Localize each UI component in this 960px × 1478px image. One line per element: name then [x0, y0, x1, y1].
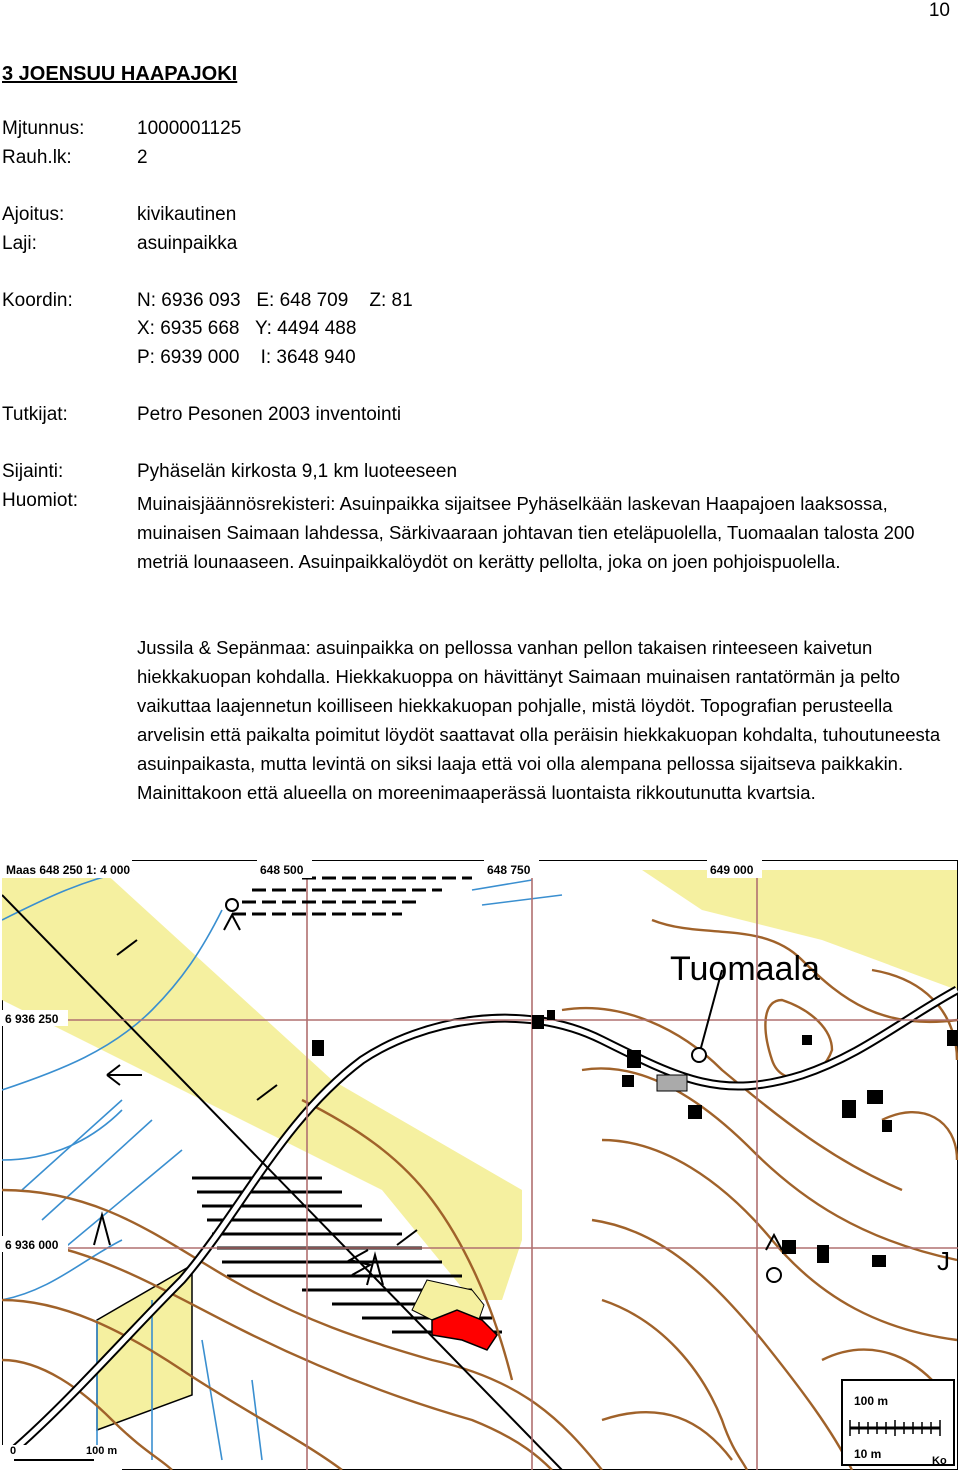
koordin-line1: N: 6936 093 E: 648 709 Z: 81 [137, 290, 413, 311]
rauhlk-label: Rauh.lk: [2, 147, 72, 168]
scale-bottom-left-100: 100 m [86, 1445, 118, 1457]
huomiot-paragraph-2: Jussila & Sepänmaa: asuinpaikka on pellossa vanhan pellon takaisen rinteeseen kaivetun hiekkakuopan kohdalla. Hiekkakuoppa on hävittänyt Saimaan muinaisen rantatörmän ja pelto vaikuttaa laajennetun koilliseen hiekkakuopan pohjalle, mistä löydöt. Topografian perusteella arvelisin että paikalta poimitut löydöt saattavat olla peräisin hiekkakuopan kohdalta, tuhoutuneesta asuinpaikasta, mutta levintä on siksi laaja että voi olla alempana pellossa sijaitseva paikkakin. Mainittakoon että alueella on moreenimaaperässä luontaista rikkoutunutta kvartsia. [137, 637, 941, 803]
koordin-line2: X: 6935 668 Y: 4494 488 [137, 318, 357, 339]
n-label-1: 6 936 250 [5, 1012, 59, 1026]
scale-bottom-left-0: 0 [10, 1445, 17, 1457]
e-label-1: 648 500 [260, 863, 304, 877]
laji-label: Laji: [2, 233, 37, 254]
n-label-2: 6 936 000 [5, 1238, 59, 1252]
corner-text: Ko [932, 1455, 947, 1467]
koordin-label: Koordin: [2, 290, 73, 311]
tutkijat-label: Tutkijat: [2, 404, 68, 425]
ajoitus-value: kivikautinen [137, 204, 237, 225]
scale-bar-large-label: 100 m [854, 1394, 889, 1408]
page-title: 3 JOENSUU HAAPAJOKI [2, 63, 238, 85]
scale-top-label: Maas 648 250 1: 4 000 [6, 863, 131, 877]
koordin-line3: P: 6939 000 I: 3648 940 [137, 347, 356, 368]
scale-bar-small-label: 10 m [854, 1447, 882, 1461]
tutkijat-value: Petro Pesonen 2003 inventointi [137, 404, 402, 425]
place-name-label: Tuomaala [670, 950, 820, 988]
site-map [2, 860, 958, 1470]
e-label-2: 648 750 [487, 863, 531, 877]
ajoitus-label: Ajoitus: [2, 204, 65, 225]
page-number: 10 [928, 0, 950, 21]
huomiot-paragraph-1: Muinaisjäännösrekisteri: Asuinpaikka sijaitsee Pyhäselkään laskevan Haapajoen laaksossa, muinaisen Saimaan lahdessa, Särkivaaraan johtavan tien eteläpuolella, Tuomaalan talosta 200 metriä lounaaseen. Asuinpaikkalöydöt on kerätty pellolta, joka on joen pohjoispuolella. [137, 493, 915, 572]
huomiot-label: Huomiot: [2, 490, 79, 511]
building-grey [657, 1075, 687, 1091]
mjtunnus-label: Mjtunnus: [2, 118, 85, 139]
mjtunnus-value: 1000001125 [137, 118, 242, 139]
sijainti-value: Pyhäselän kirkosta 9,1 km luoteeseen [137, 461, 458, 482]
map-letter-j: J [937, 1246, 950, 1276]
laji-value: asuinpaikka [137, 233, 238, 254]
rauhlk-value: 2 [137, 147, 148, 168]
e-label-3: 649 000 [710, 863, 754, 877]
sijainti-label: Sijainti: [2, 461, 64, 482]
